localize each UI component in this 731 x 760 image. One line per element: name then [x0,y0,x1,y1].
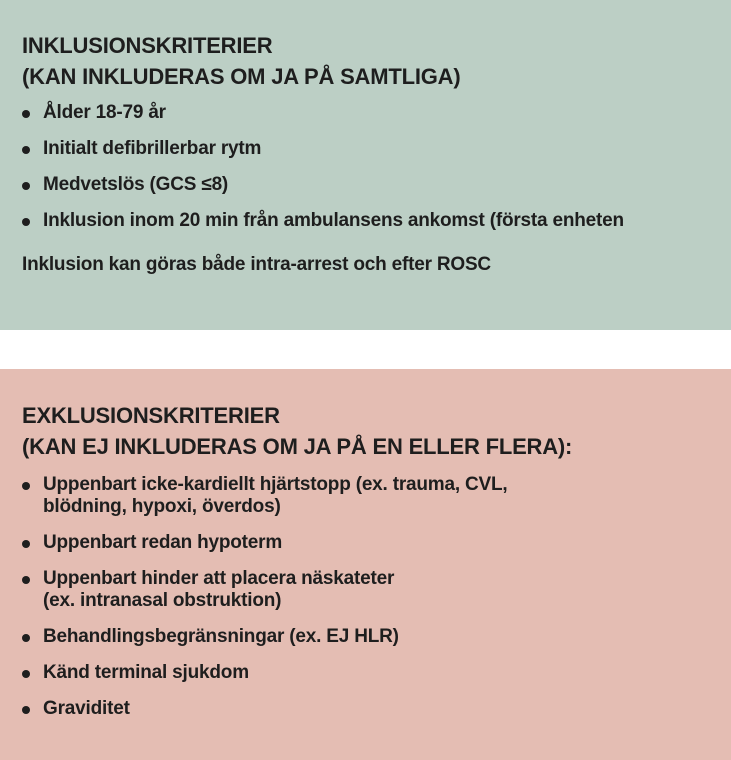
bullet-icon [22,706,30,714]
inclusion-criteria-panel [0,0,731,330]
bullet-icon [22,218,30,226]
bullet-icon [22,634,30,642]
inclusion-heading-title: INKLUSIONSKRITERIER [22,33,273,58]
list-item [22,174,721,196]
inclusion-note: Inklusion kan göras både intra-arrest och efter ROSC [22,254,491,275]
exclusion-heading [22,400,721,462]
list-item [22,626,721,648]
bullet-icon [22,146,30,154]
list-item-text: Behandlingsbegränsningar (ex. EJ HLR) [43,626,399,647]
list-item [22,102,721,124]
list-item [22,532,721,554]
exclusion-heading-subtitle: (KAN EJ INKLUDERAS OM JA PÅ EN ELLER FLERA): [22,434,573,459]
list-item-text: Medvetslös (GCS ≤8) [43,174,229,195]
list-item [22,568,721,612]
bullet-icon [22,670,30,678]
exclusion-criteria-list [22,474,721,720]
bullet-icon [22,182,30,190]
list-item [22,698,721,720]
panel-divider [0,330,731,369]
list-item-text: Inklusion inom 20 min från ambulansens ankomst (första enheten [43,210,624,231]
inclusion-heading [22,30,721,92]
list-item-text-continued: blödning, hypoxi, överdos) [43,496,281,517]
list-item [22,210,721,232]
list-item-text: Känd terminal sjukdom [43,662,249,683]
bullet-icon [22,482,30,490]
list-item [22,474,721,518]
list-item-text-continued: (ex. intranasal obstruktion) [43,590,282,611]
list-item-text: Uppenbart hinder att placera näskateter [43,568,395,589]
list-item-text: Initialt defibrillerbar rytm [43,138,262,159]
list-item-text: Uppenbart redan hypoterm [43,532,283,553]
inclusion-heading-subtitle: (KAN INKLUDERAS OM JA PÅ SAMTLIGA) [22,64,461,89]
bullet-icon [22,110,30,118]
list-item-text: Uppenbart icke-kardiellt hjärtstopp (ex. trauma, CVL, [43,474,508,495]
bullet-icon [22,576,30,584]
list-item [22,662,721,684]
inclusion-criteria-list [22,102,721,232]
list-item-text: Graviditet [43,698,130,719]
bullet-icon [22,540,30,548]
exclusion-heading-title: EXKLUSIONSKRITERIER [22,403,280,428]
exclusion-criteria-panel [0,369,731,760]
list-item-text: Ålder 18-79 år [43,102,166,123]
list-item [22,138,721,160]
